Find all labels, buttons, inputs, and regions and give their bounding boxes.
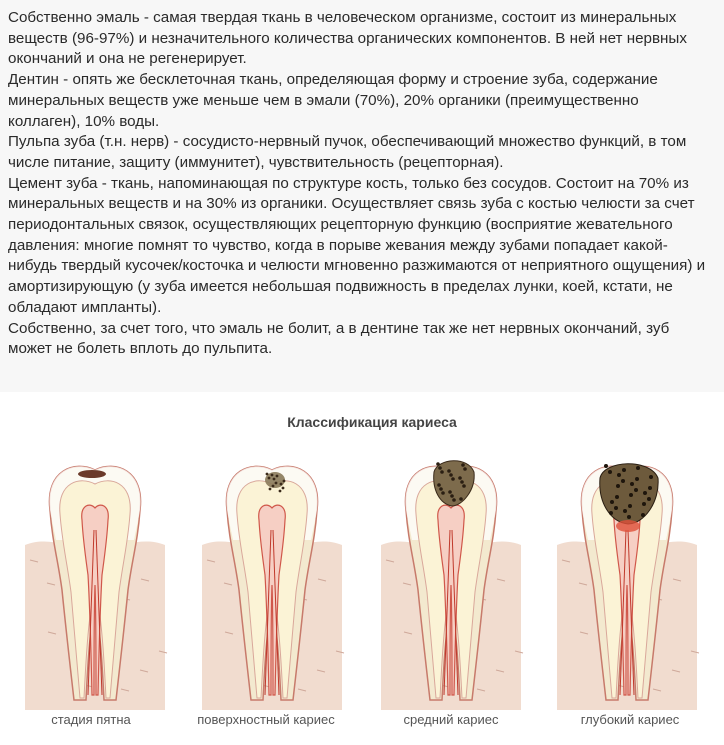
caries-particle [279,490,282,493]
caries-particle [609,511,613,515]
caries-particle [463,467,467,471]
caries-particle [462,484,466,488]
caries-particle [648,486,652,490]
paragraph-enamel: Собственно эмаль - самая твердая ткань в человеческом организме, состоит из минеральных веществ (96-97%) и незначительного количества органических компонентов. В ней нет нервных окончаний и она не регенерирует. [8,9,687,68]
caries-particle [642,502,646,506]
caries-particle [636,466,640,470]
paragraph-pulp: Пульпа зуба (т.н. нерв) - сосудисто-нервный пучок, обеспечивающий множество функций, в том числе питание, защиту (иммунитет), чувствительность (рецепторная). [8,133,687,171]
caries-particle [458,476,462,480]
caries-particle [630,482,634,486]
tooth-stage-surface [197,450,347,710]
caries-particle [649,475,653,479]
caption-stage-surface: поверхностный кариес [197,712,335,727]
caries-particle [604,464,608,468]
caries-particle [436,462,440,466]
paragraph-conclusion: Собственно, за счет того, что эмаль не болит, а в дентине так же нет нервных окончаний, зуб может не болеть вплоть до пульпита. [8,319,670,358]
caries-particle [634,488,638,492]
caries-particle [623,509,627,513]
caries-particle [441,491,445,495]
caries-particle [629,493,633,497]
caries-particle [438,466,442,470]
caries-particle [440,470,444,474]
caries-particle [616,484,620,488]
caries-particle [280,483,283,486]
caries-particle [448,490,452,494]
caries-particle [452,498,456,502]
tooth-stage-deep [552,450,702,710]
caries-particle [617,473,621,477]
caries-particle [461,463,465,467]
caries-particle [272,485,275,488]
caries-particle [447,469,451,473]
caries-particle [273,478,276,481]
tooth-stage-medium [376,450,526,710]
caries-particle [614,506,618,510]
caries-particle [275,482,278,485]
caries-particle [641,513,645,517]
caries-particle [608,470,612,474]
paragraph-cement: Цемент зуба - ткань, напоминающая по структуре кость, только без сосудов. Состоит на 70% из минеральных веществ и на 30% из органики. Осуществляет связь зуба с костью челюсти за счет периодонтальных связок, осуществляющих рецепторную функцию (восприятие жевательного давления: многие помнят то чувство, когда в порыве жевания между зубами попадает какой-нибудь твердый кусочек/косточка и челюсти мгновенно разжимаются от неприятного ощущения) и амортизирующую (у зуба имеется небольшая подвижность в пределах лунки, коей, кстати, не обладают импланты). [8,174,706,316]
caries-particle [647,497,651,501]
caries-particle [615,495,619,499]
caries-particle [451,477,455,481]
caries-particle [276,475,279,478]
caries-particle [635,477,639,481]
caries-particle [282,487,285,490]
caries-particle [643,491,647,495]
caries-particle [627,515,631,519]
caries-spot [78,470,106,478]
caries-particle [628,504,632,508]
caries-particle [437,483,441,487]
caries-particle [610,500,614,504]
caries-illustration [0,450,724,715]
pulp-inflammation [616,520,640,532]
figure-title: Классификация кариеса [287,414,457,430]
caries-particle [283,480,286,483]
caries-particle [439,487,443,491]
caption-stage-medium: средний кариес [403,712,499,727]
paragraph-dentin: Дентин - опять же бесклеточная ткань, определяющая форму и строение зуба, содержание минеральных веществ уже меньше чем в эмали (70%), 20% органики (преимущественно коллаген), 10% воды. [8,71,658,130]
caries-particle [266,473,269,476]
caries-particle [460,480,464,484]
caries-particle [622,468,626,472]
caries-particle [450,494,454,498]
caries-particle [268,477,271,480]
caries-particle [621,479,625,483]
caption-stage-spot: стадия пятна [51,712,131,727]
caries-particle [271,474,274,477]
caries-particle [449,473,453,477]
caption-stage-deep: глубокий кариес [580,712,680,727]
tooth-stage-spot [20,450,170,710]
caries-particle [459,497,463,501]
caries-particle [269,488,272,491]
